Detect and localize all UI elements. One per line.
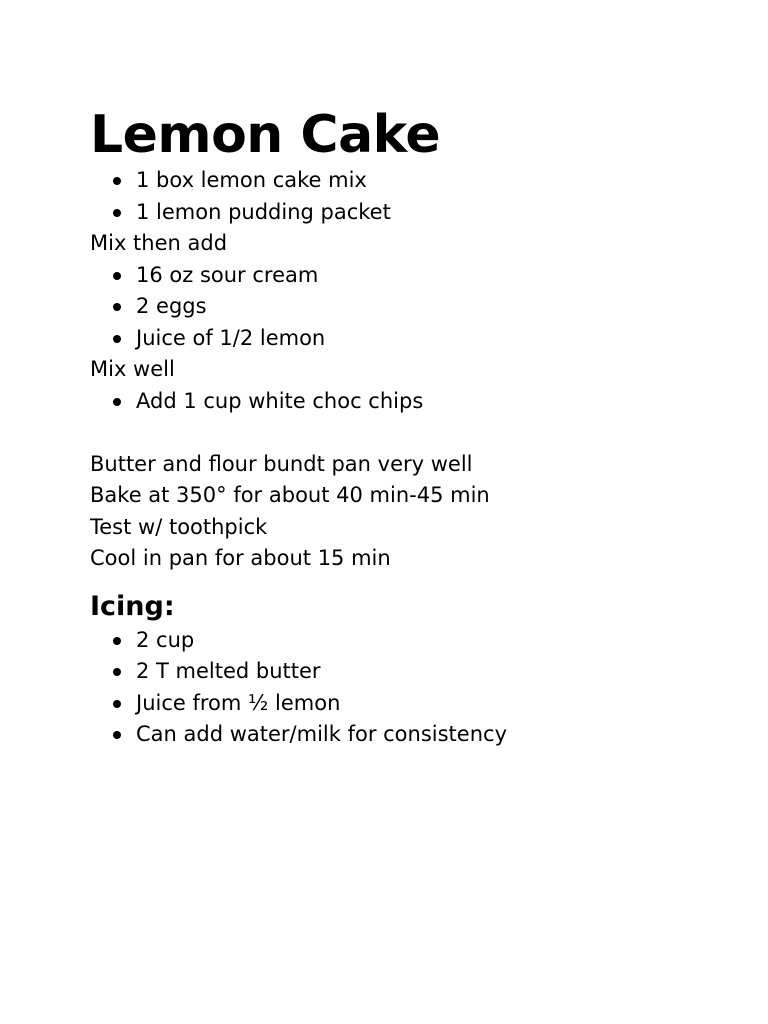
instruction-line: Butter and flour bundt pan very well xyxy=(90,451,473,476)
ingredient-list-2 xyxy=(90,260,730,355)
list-item-text: Juice of 1/2 lemon xyxy=(136,325,326,350)
blank-line xyxy=(90,417,730,449)
ingredient-list-1 xyxy=(90,165,730,228)
bullet-icon xyxy=(113,398,121,406)
list-item xyxy=(90,197,730,229)
recipe-document xyxy=(90,105,730,751)
step-text: Mix then add xyxy=(90,231,228,255)
list-item xyxy=(90,386,730,418)
list-item xyxy=(90,719,730,751)
list-item-text: 2 eggs xyxy=(136,294,207,318)
list-item xyxy=(90,625,730,657)
list-item xyxy=(90,165,730,197)
icing-heading: Icing: xyxy=(90,590,175,622)
bullet-icon xyxy=(113,668,121,676)
bullet-icon xyxy=(113,303,121,311)
list-item xyxy=(90,656,730,688)
instruction-line: Test w/ toothpick xyxy=(90,514,268,539)
list-item-text: Add 1 cup white choc chips xyxy=(136,388,424,413)
bullet-icon xyxy=(113,335,121,343)
icing-list xyxy=(90,625,730,751)
list-item-text: 2 cup xyxy=(136,627,195,652)
list-item xyxy=(90,260,730,292)
list-item-text: 2 T melted butter xyxy=(136,659,321,683)
list-item-text: 1 lemon pudding packet xyxy=(136,199,391,224)
list-item xyxy=(90,688,730,720)
bullet-icon xyxy=(113,177,121,185)
list-item-text: 1 box lemon cake mix xyxy=(136,168,367,192)
bullet-icon xyxy=(113,272,121,280)
list-item xyxy=(90,323,730,355)
bullet-icon xyxy=(113,209,121,217)
ingredient-list-3 xyxy=(90,386,730,418)
bullet-icon xyxy=(113,700,121,708)
recipe-title: Lemon Cake xyxy=(90,105,441,165)
list-item-text: Juice from ½ lemon xyxy=(136,690,341,715)
step-text: Mix well xyxy=(90,357,175,381)
list-item-text: Can add water/milk for consistency xyxy=(136,722,507,746)
instruction-line: Cool in pan for about 15 min xyxy=(90,546,391,570)
bullet-icon xyxy=(113,637,121,645)
list-item xyxy=(90,291,730,323)
instruction-line: Bake at 350° for about 40 min-45 min xyxy=(90,483,490,507)
list-item-text: 16 oz sour cream xyxy=(136,262,319,287)
bullet-icon xyxy=(113,731,121,739)
